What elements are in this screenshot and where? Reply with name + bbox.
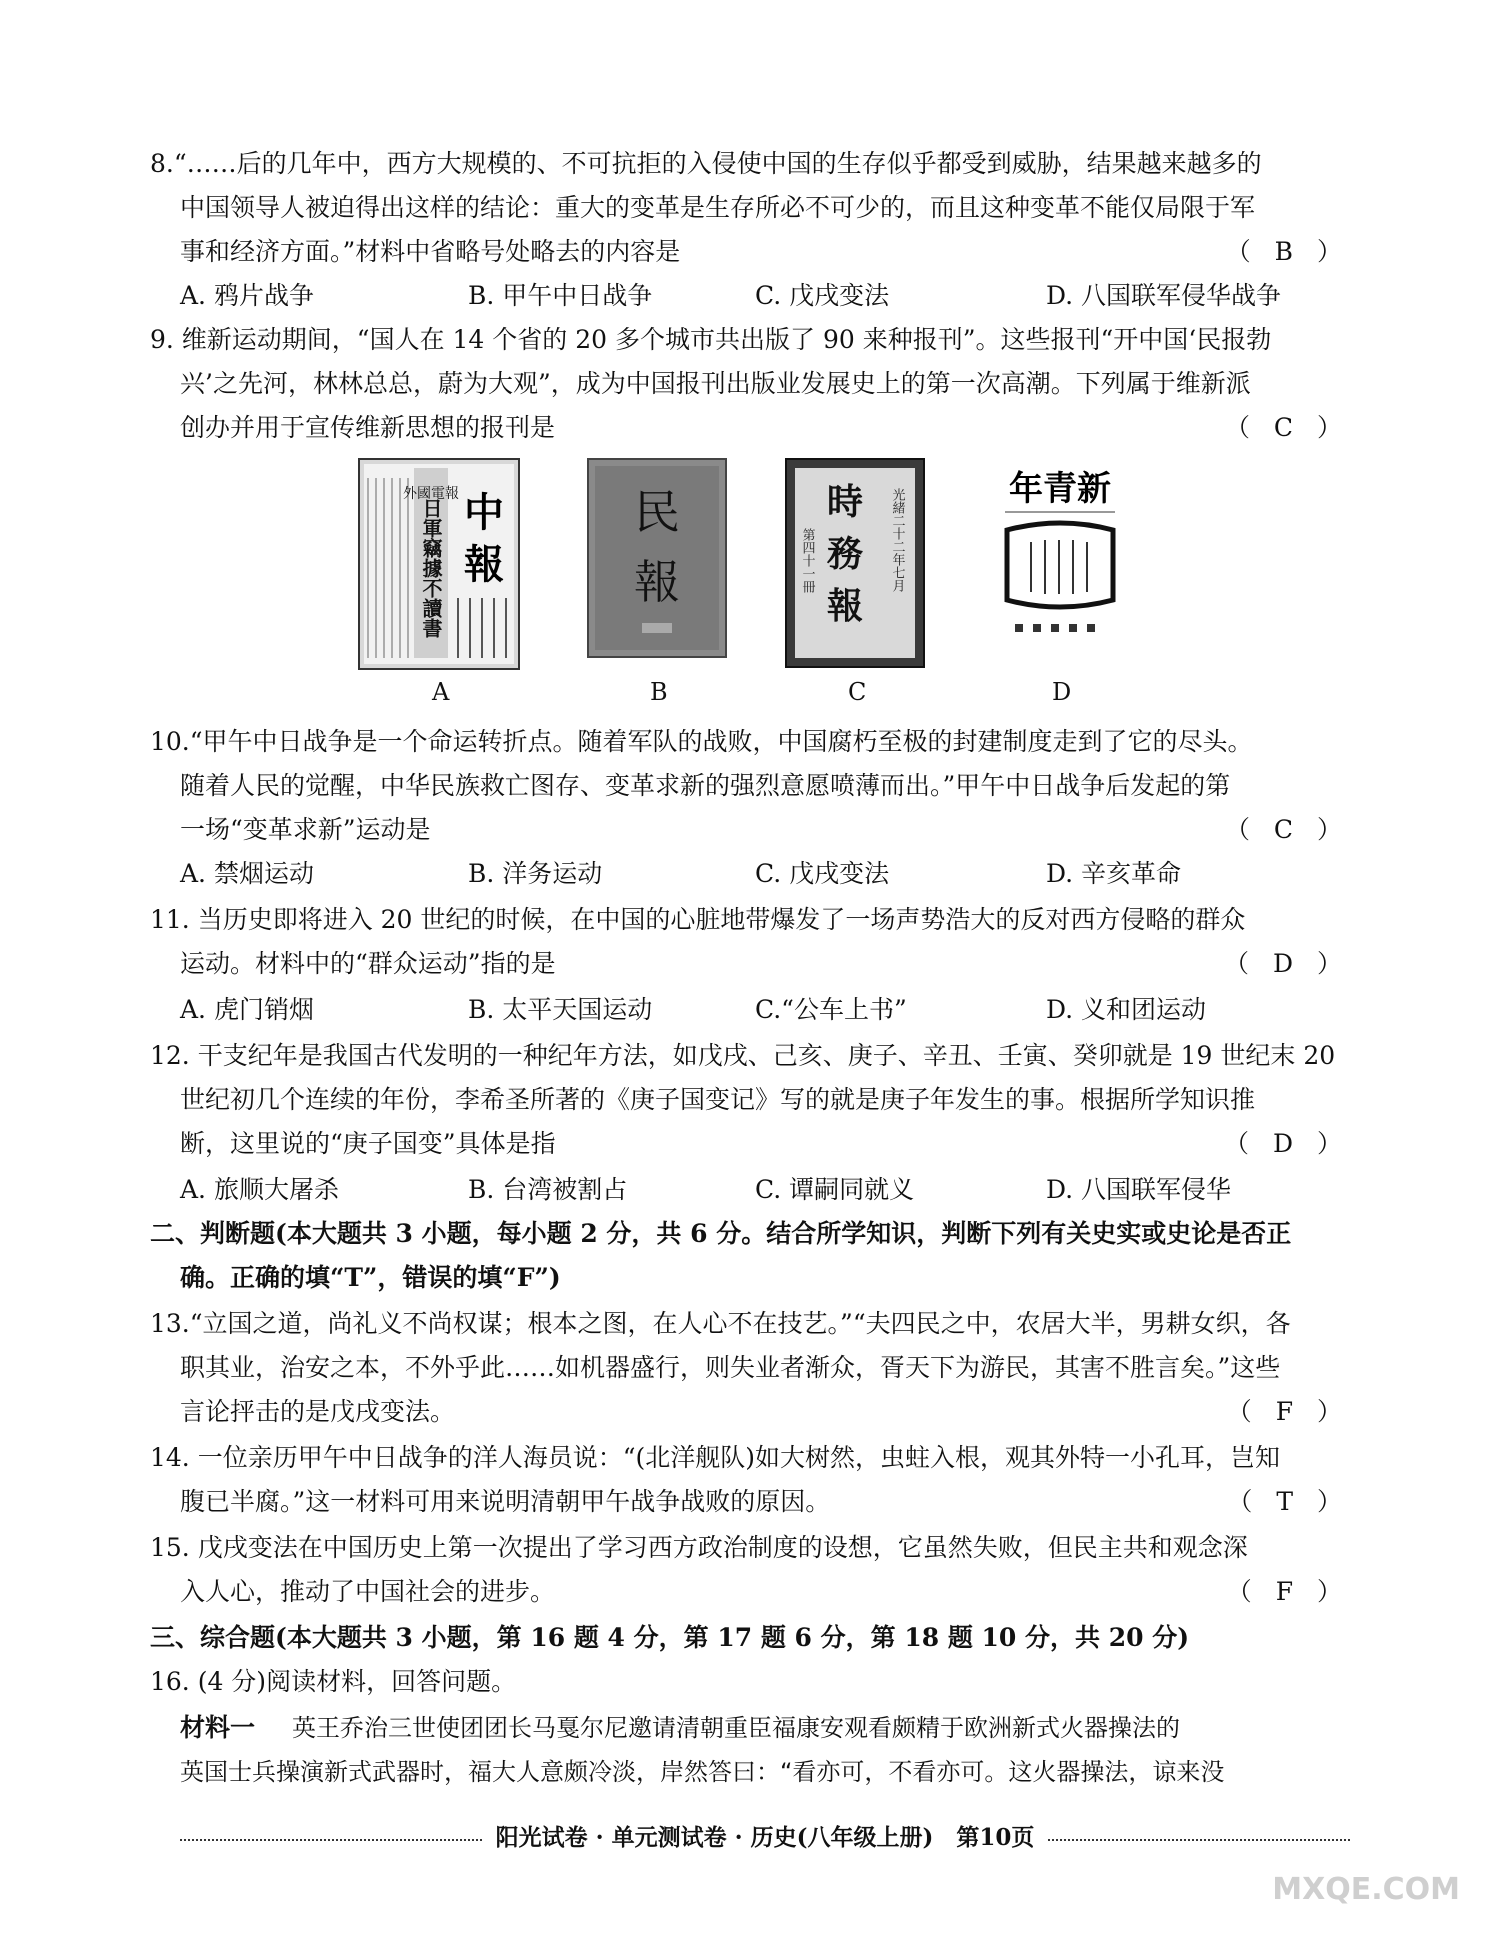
figure-b-label: B (650, 678, 668, 706)
figure-c-side2: 第四十一冊 (799, 528, 815, 593)
q11-option-c: C.“公车上书” (755, 995, 907, 1024)
q8-option-a: A. 鸦片战争 (180, 281, 314, 310)
figure-a-title-2: 報 (464, 541, 504, 588)
figure-d-label: D (1052, 678, 1072, 706)
q10-line-2: 随着人民的觉醒，中华民族救亡图存、变革求新的强烈意愿喷薄而出。”甲午中日战争后发起的第 (180, 771, 1231, 800)
q8-option-d: D. 八国联军侵华战争 (1046, 281, 1282, 310)
q12-line-3: 断，这里说的“庚子国变”具体是指 （ D ） (0, 1122, 1500, 1166)
q11-answer: （ D ） (1224, 949, 1350, 978)
watermark-logo: MXQE.COM (1272, 1872, 1460, 1907)
figure-a-title-1: 中 (464, 489, 504, 536)
figure-b-title-2: 報 (634, 555, 680, 609)
figure-d-xinqingnian (985, 458, 1135, 658)
q12-line-1: 12. 干支纪年是我国古代发明的一种纪年方法，如戊戌、己亥、庚子、辛丑、壬寅、癸卯就是 19 世纪末 20 (150, 1041, 1336, 1070)
q10-option-c: C. 戊戌变法 (755, 859, 890, 888)
q12-option-b: B. 台湾被割占 (468, 1175, 628, 1204)
q16-material-line-2: 英国士兵操演新式武器时，福大人意颇冷淡，岸然答曰：“看亦可，不看亦可。这火器操法，谅来没 (180, 1758, 1225, 1786)
q8-option-c: C. 戊戌变法 (755, 281, 890, 310)
q9-line-1: 9. 维新运动期间，“国人在 14 个省的 20 多个城市共出版了 90 来种报刊”。这些报刊“开中国‘民报勃 (150, 325, 1272, 354)
q10-line-1: 10.“甲午中日战争是一个命运转折点。随着军队的战败，中国腐朽至极的封建制度走到了它的尽头。 (150, 727, 1253, 756)
figure-a-zhongbao (358, 458, 520, 670)
q8-line-3: 事和经济方面。”材料中省略号处略去的内容是 （ B ） (0, 230, 1500, 274)
figure-c-title-1: 時 (826, 481, 864, 523)
q11-option-b: B. 太平天国运动 (468, 995, 653, 1024)
q8-line-1: 8.“……后的几年中，西方大规模的、不可抗拒的入侵使中国的生存似乎都受到威胁，结果越来越多的 (150, 149, 1262, 178)
q11-line-2: 运动。材料中的“群众运动”指的是 （ D ） (0, 942, 1500, 986)
q10-option-a: A. 禁烟运动 (180, 859, 314, 888)
q16-material-line-1: 材料一 英王乔治三世使团团长马戛尔尼邀请清朝重臣福康安观看颇精于欧洲新式火器操法的 (0, 1706, 1500, 1750)
q13-line-2: 职其业，治安之本，不外乎此……如机器盛行，则失业者渐众，胥天下为游民，其害不胜言矣。”这些 (180, 1353, 1281, 1382)
section-2-heading-line-1: 二、判断题(本大题共 3 小题，每小题 2 分，共 6 分。结合所学知识，判断下列有关史实或史论是否正 (150, 1219, 1292, 1248)
q10-answer: （ C ） (1224, 815, 1350, 844)
figure-c-title-3: 報 (826, 585, 864, 627)
figure-c-title-2: 務 (826, 533, 864, 575)
figure-c-side: 光緒二十二年七月 (889, 488, 905, 592)
q11-option-a: A. 虎门销烟 (180, 995, 314, 1024)
newspaper-figures (0, 458, 1500, 718)
q14-line-2: 腹已半腐。”这一材料可用来说明清朝甲午战争战败的原因。 （ T ） (0, 1480, 1500, 1524)
q12-option-c: C. 谭嗣同就义 (755, 1175, 915, 1204)
q10-option-d: D. 辛亥革命 (1046, 859, 1182, 888)
q15-line-1: 15. 戊戌变法在中国历史上第一次提出了学习西方政治制度的设想，它虽然失败，但民主共和观念深 (150, 1533, 1248, 1562)
q12-option-a: A. 旅顺大屠杀 (180, 1175, 339, 1204)
q8-line-2: 中国领导人被迫得出这样的结论：重大的变革是生存所必不可少的，而且这种变革不能仅局限于军 (180, 193, 1256, 222)
material-label: 材料一 (180, 1713, 256, 1742)
figure-d-title: 年青新 (1009, 469, 1111, 509)
q8-options (0, 274, 1500, 318)
figure-c-shiwubao (785, 458, 925, 668)
q14-line-1: 14. 一位亲历甲午中日战争的洋人海员说：“(北洋舰队)如大树然，虫蛀入根，观其外特一小孔耳，岂知 (150, 1443, 1280, 1472)
section-3-heading: 三、综合题(本大题共 3 小题，第 16 题 4 分，第 17 题 6 分，第 18 题 10 分，共 20 分) (150, 1623, 1190, 1652)
q10-option-b: B. 洋务运动 (468, 859, 603, 888)
q11-options (0, 988, 1500, 1032)
figure-b-minbao (587, 458, 727, 658)
q13-line-1: 13.“立国之道，尚礼义不尚权谋；根本之图，在人心不在技艺。”“夫四民之中，农居大半，男耕女织，各 (150, 1309, 1291, 1338)
q15-answer: （ F ） (1226, 1577, 1350, 1606)
section-2-heading-line-2: 确。正确的填“T”，错误的填“F”) (180, 1263, 561, 1292)
q9-line-3: 创办并用于宣传维新思想的报刊是 （ C ） (0, 406, 1500, 450)
q12-option-d: D. 八国联军侵华 (1046, 1175, 1232, 1204)
q13-answer: （ F ） (1226, 1397, 1350, 1426)
q16-line-1: 16. (4 分)阅读材料，回答问题。 (150, 1667, 517, 1696)
q13-line-3: 言论抨击的是戊戌变法。 （ F ） (0, 1390, 1500, 1434)
footer-text: 阳光试卷 · 单元测试卷 · 历史(八年级上册) 第10页 (484, 1824, 1047, 1851)
q9-line-2: 兴’之先河，林林总总，蔚为大观”，成为中国报刊出版业发展史上的第一次高潮。下列属于维新派 (180, 369, 1251, 398)
q11-line-1: 11. 当历史即将进入 20 世纪的时候，在中国的心脏地带爆发了一场声势浩大的反对西方侵略的群众 (150, 905, 1246, 934)
q10-options (0, 852, 1500, 896)
q10-line-3: 一场“变革求新”运动是 （ C ） (0, 808, 1500, 852)
q9-answer: （ C ） (1224, 413, 1350, 442)
figure-a-side2: 外國電報 (403, 486, 459, 502)
page-footer (180, 1818, 1350, 1858)
figure-c-label: C (848, 678, 867, 706)
q12-answer: （ D ） (1224, 1129, 1350, 1158)
q14-answer: （ T ） (1227, 1487, 1350, 1516)
q8-option-b: B. 甲午中日战争 (468, 281, 653, 310)
q8-answer: （ B ） (1225, 237, 1350, 266)
q15-line-2: 入人心，推动了中国社会的进步。 （ F ） (0, 1570, 1500, 1614)
q12-line-2: 世纪初几个连续的年份，李希圣所著的《庚子国变记》写的就是庚子年发生的事。根据所学知识推 (180, 1085, 1256, 1114)
figure-a-side: 日軍竊據不讀書 (419, 498, 443, 638)
figure-a-label: A (432, 678, 450, 706)
q12-options (0, 1168, 1500, 1212)
q11-option-d: D. 义和团运动 (1046, 995, 1207, 1024)
figure-b-title-1: 民 (634, 485, 680, 539)
